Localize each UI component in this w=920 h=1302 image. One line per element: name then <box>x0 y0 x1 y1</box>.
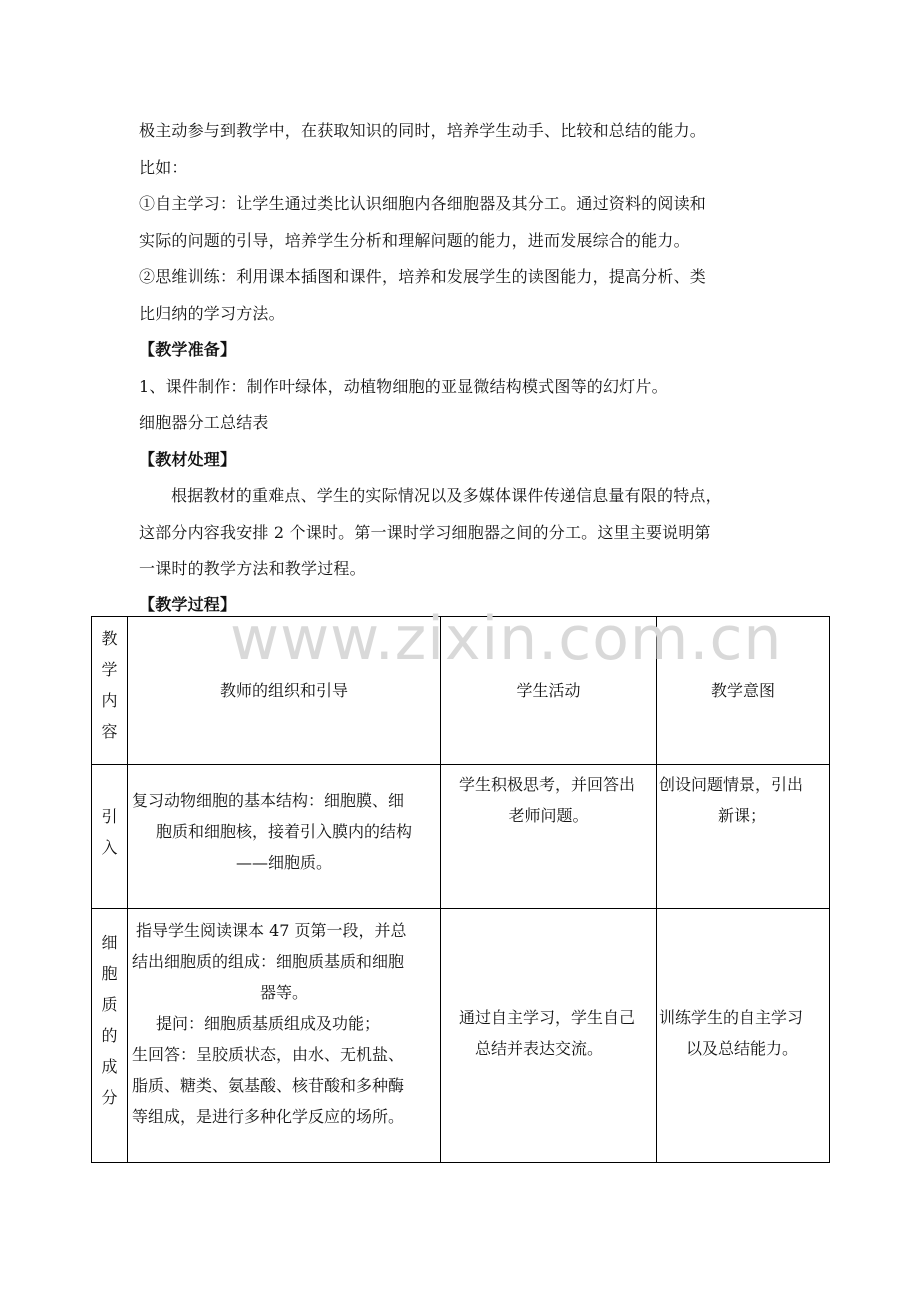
body-paragraph: 根据教材的重难点、学生的实际情况以及多媒体课件传递信息量有限的特点， <box>171 486 722 505</box>
body-paragraph: ②思维训练：利用课本插图和课件，培养和发展学生的读图能力，提高分析、类 <box>139 267 707 286</box>
table-row <box>92 765 830 909</box>
section-heading-materials: 【教材处理】 <box>139 450 237 469</box>
body-paragraph: 一课时的教学方法和教学过程。 <box>139 559 366 578</box>
section-heading-process: 【教学过程】 <box>139 595 237 614</box>
header-cell-teacher: 教师的组织和引导 <box>128 617 441 765</box>
body-paragraph: 1、课件制作：制作叶绿体，动植物细胞的亚显微结构模式图等的幻灯片。 <box>139 377 668 396</box>
body-paragraph: 这部分内容我安排 2 个课时。第一课时学习细胞器之间的分工。这里主要说明第 <box>139 523 711 542</box>
teacher-guidance-cell: 指导学生阅读课本 47 页第一段，并总 结出细胞质的组成：细胞质基质和细胞 器等。 提问：细胞质基质组成及功能； 生回答：呈胶质状态，由水、无机盐、 脂质、糖类、氨基酸、核苷酸和多种酶 等组成，是进行多种化学反应的场所。 <box>128 909 441 1163</box>
body-paragraph: ①自主学习：让学生通过类比认识细胞内各细胞器及其分工。通过资料的阅读和 <box>139 194 707 213</box>
teacher-guidance-cell: 复习动物细胞的基本结构：细胞膜、细 胞质和细胞核，接着引入膜内的结构 ——细胞质。 <box>128 765 441 909</box>
row-title-cell: 引 入 <box>92 765 128 909</box>
teaching-process-table <box>91 616 830 1163</box>
teaching-intent-cell: 训练学生的自主学习 以及总结能力。 <box>657 909 830 1163</box>
table-row <box>92 909 830 1163</box>
watermark: www.zixin.com.cn <box>230 604 783 674</box>
student-activity-cell: 学生积极思考，并回答出 老师问题。 <box>441 765 657 909</box>
row-title-cell: 细 胞 质 的 成 分 <box>92 909 128 1163</box>
header-cell-content: 教 学 内 容 <box>92 617 128 765</box>
header-cell-intent: 教学意图 <box>657 617 830 765</box>
student-activity-cell: 通过自主学习，学生自己 总结并表达交流。 <box>441 909 657 1163</box>
teaching-intent-cell: 创设问题情景，引出 新课； <box>657 765 830 909</box>
section-heading-preparation: 【教学准备】 <box>139 340 237 359</box>
header-cell-student: 学生活动 <box>441 617 657 765</box>
body-paragraph: 细胞器分工总结表 <box>139 413 269 432</box>
body-paragraph: 实际的问题的引导，培养学生分析和理解问题的能力，进而发展综合的能力。 <box>139 231 690 250</box>
table-header-row <box>92 617 830 765</box>
body-paragraph: 比归纳的学习方法。 <box>139 304 285 323</box>
body-paragraph: 极主动参与到教学中，在获取知识的同时，培养学生动手、比较和总结的能力。 <box>139 121 707 140</box>
body-paragraph: 比如： <box>139 158 188 177</box>
